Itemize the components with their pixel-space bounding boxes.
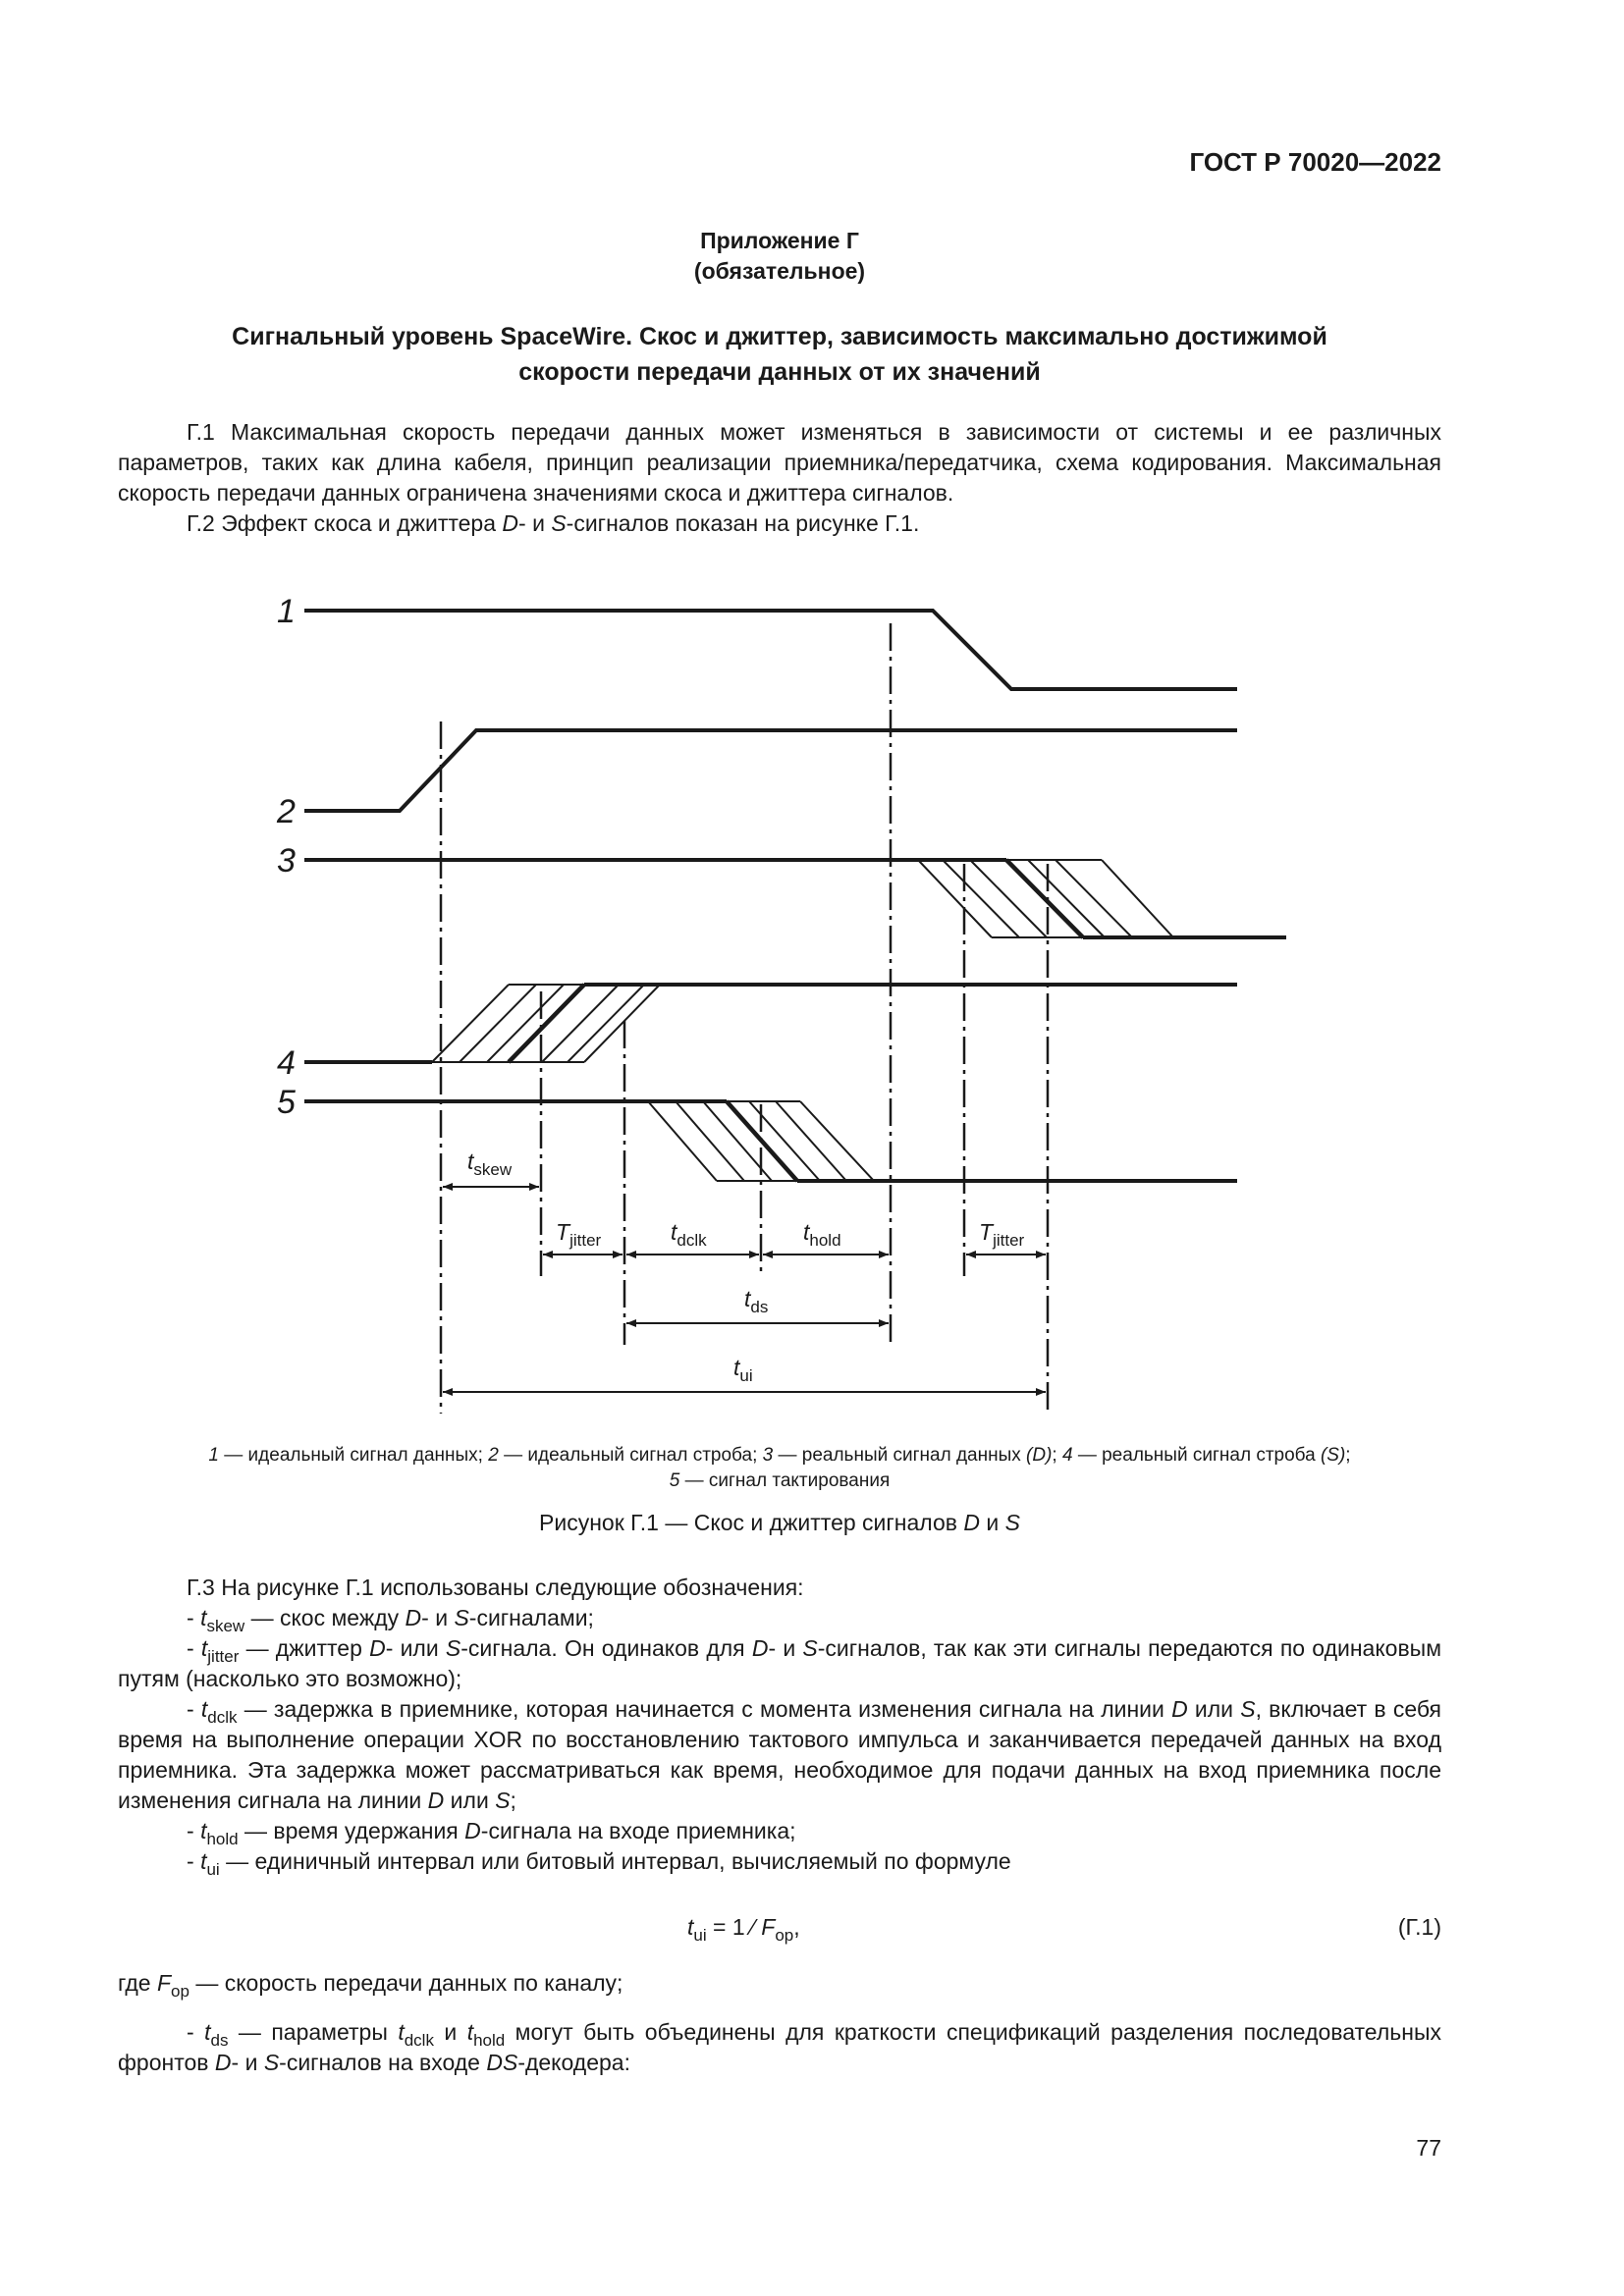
label-t-skew: $t_{skew}$ bbox=[467, 1148, 513, 1179]
title-line-2: скорости передачи данных от их значений bbox=[518, 358, 1041, 386]
signal-3-real-data bbox=[304, 860, 1286, 937]
g2-d: D bbox=[502, 510, 519, 536]
page-number: 77 bbox=[1416, 2135, 1441, 2161]
appendix-name: Приложение Г bbox=[700, 228, 859, 253]
line-label-3: 3 bbox=[277, 842, 296, 880]
label-t-ui: $t_{ui}$ bbox=[733, 1355, 753, 1385]
signal-2-ideal-strobe bbox=[304, 730, 1237, 811]
legend-line-1: 1 — идеальный сигнал данных; 2 — идеальный сигнал строба; 3 — реальный сигнал данных (D); 4 — реальный сигнал строба (S); bbox=[208, 1445, 1351, 1466]
g2-text-c: -сигналов показан на рисунке Г.1. bbox=[566, 510, 920, 536]
formula-number: (Г.1) bbox=[1397, 1914, 1441, 1940]
formula-g1: $t_{ui} = 1$ ⁄ $F_{op}$, bbox=[687, 1914, 800, 1945]
def-dclk: - $t_{dclk}$ — задержка в приемнике, которая начинается с момента изменения сигнала на линии D или S, включает в себя время на выполнение операции XOR по восстановлению тактового импульса и заканчивается передачей данных на вход приемника. Эта задержка может рассматриваться как время, необходимое для подачи данных на вход приемника после изменения сигнала на линии D или S; bbox=[118, 1696, 1441, 1813]
label-t-hold: $t_{hold}$ bbox=[803, 1219, 841, 1250]
paragraph-g1-text: Г.1 Максимальная скорость передачи данных может изменяться в зависимости от системы и ее различных параметров, таких как длина кабеля, принцип реализации приемника/передатчика, схема кодирования. Максимальная скорость передачи данных ограничена значениями скоса и джиттера сигналов. bbox=[118, 419, 1441, 506]
figure-legend bbox=[118, 1443, 1441, 1494]
line-label-5: 5 bbox=[277, 1084, 296, 1121]
signal-5-clock bbox=[304, 1101, 1237, 1181]
signal-4-real-strobe bbox=[304, 985, 1237, 1062]
g2-text-b: - и bbox=[518, 510, 552, 536]
def-hold: - $t_{hold}$ — время удержания D-сигнала на входе приемника; bbox=[187, 1818, 796, 1848]
paragraph-g3-text: Г.3 На рисунке Г.1 использованы следующие обозначения: bbox=[187, 1575, 804, 1600]
title-line-1: Сигнальный уровень SpaceWire. Скос и джиттер, зависимость максимально достижимой bbox=[232, 323, 1327, 350]
def-ds: - $t_{ds}$ — параметры $t_{dclk}$ и $t_{hold}$ могут быть объединены для краткости спецификаций разделения последовательных фронтов D- и S-сигналов на входе DS-декодера: bbox=[118, 2019, 1441, 2075]
label-t-jitter-2: $T_{jitter}$ bbox=[979, 1219, 1025, 1250]
g2-s: S bbox=[551, 510, 567, 536]
g2-text-a: Г.2 Эффект скоса и джиттера bbox=[187, 510, 503, 536]
appendix-status: (обязательное) bbox=[693, 258, 866, 284]
line-label-1: 1 bbox=[277, 593, 296, 630]
paragraph-g3 bbox=[118, 1573, 1441, 1603]
signal-1-ideal-data bbox=[304, 611, 1237, 689]
label-t-dclk: $t_{dclk}$ bbox=[671, 1219, 707, 1250]
line-label-2: 2 bbox=[277, 793, 296, 830]
legend-line-2: 5 — сигнал тактирования bbox=[669, 1470, 891, 1491]
label-t-ds: $t_{ds}$ bbox=[744, 1286, 769, 1316]
line-label-4: 4 bbox=[277, 1044, 296, 1082]
figure-title: Рисунок Г.1 — Скос и джиттер сигналов D и S bbox=[539, 1510, 1020, 1535]
where-clause: где $F_{op}$ — скорость передачи данных по каналу; bbox=[118, 1970, 623, 2001]
def-ui: - $t_{ui}$ — единичный интервал или битовый интервал, вычисляемый по формуле bbox=[187, 1848, 1011, 1879]
def-jitter: - $t_{jitter}$ — джиттер D- или S-сигнала. Он одинаков для D- и S-сигналов, так как эти сигналы передаются по одинаковым путям (насколько это возможно); bbox=[118, 1635, 1442, 1691]
label-t-jitter-1: $T_{jitter}$ bbox=[556, 1219, 602, 1250]
standard-number: ГОСТ Р 70020—2022 bbox=[1189, 147, 1441, 177]
def-skew: - $t_{skew}$ — скос между D- и S-сигналами; bbox=[187, 1605, 594, 1635]
